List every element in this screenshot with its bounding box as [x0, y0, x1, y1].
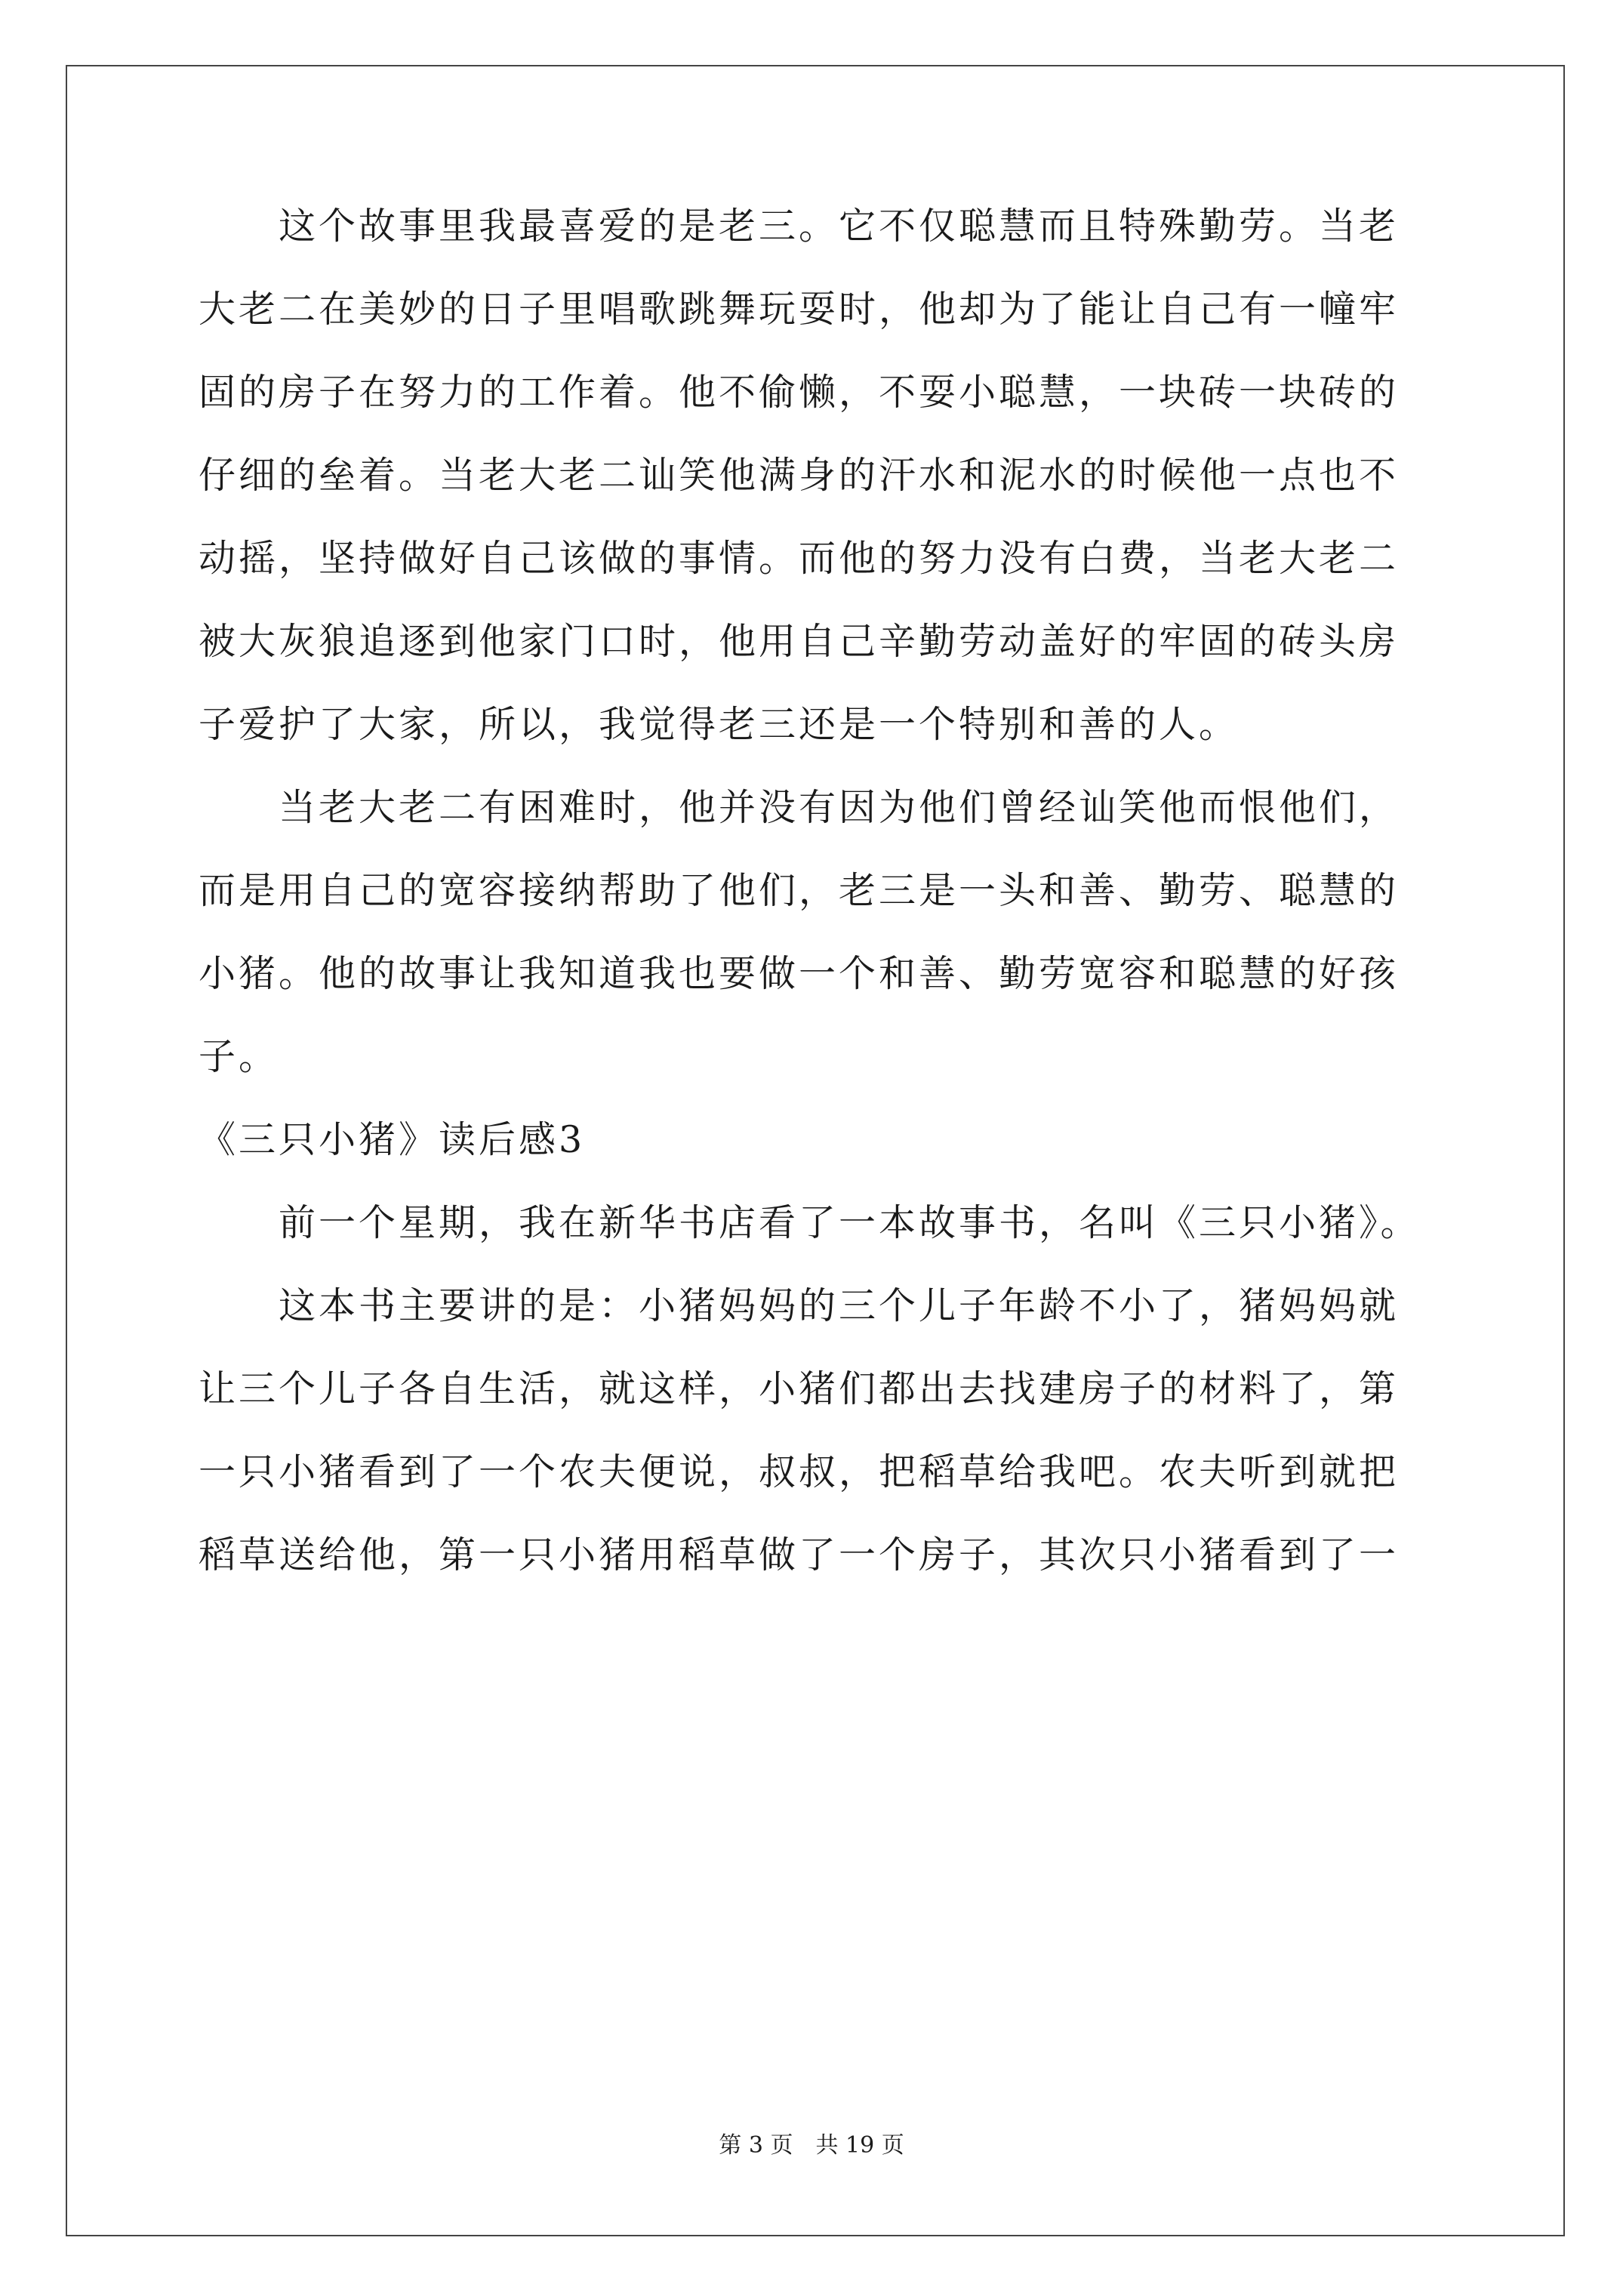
- text-line: 子。: [199, 1035, 279, 1078]
- text-line: 稻草送给他，第一只小猪用稻草做了一个房子，其次只小猪看到了一: [199, 1533, 1400, 1576]
- text-line: 固的房子在努力的工作着。他不偷懒，不耍小聪慧，一块砖一块砖的: [199, 371, 1400, 414]
- text-line: 小猪。他的故事让我知道我也要做一个和善、勤劳宽容和聪慧的好孩: [199, 952, 1400, 995]
- page-footer: 第 3 页 共 19 页: [719, 2132, 904, 2159]
- text-line: 当老大老二有困难时，他并没有因为他们曾经讪笑他而恨他们，: [199, 786, 1400, 829]
- text-line: 这个故事里我最喜爱的是老三。它不仅聪慧而且特殊勤劳。当老: [199, 205, 1400, 248]
- text-line: 一只小猪看到了一个农夫便说，叔叔，把稻草给我吧。农夫听到就把: [199, 1450, 1400, 1493]
- text-line: 被大灰狼追逐到他家门口时，他用自己辛勤劳动盖好的牢固的砖头房: [199, 620, 1400, 663]
- text-line: 而是用自己的宽容接纳帮助了他们，老三是一头和善、勤劳、聪慧的: [199, 869, 1400, 912]
- text-line: 让三个儿子各自生活，就这样，小猪们都出去找建房子的材料了，第: [199, 1367, 1400, 1410]
- section-heading: 《三只小猪》读后感3: [199, 1118, 586, 1161]
- text-line: 动摇，坚持做好自己该做的事情。而他的努力没有白费，当老大老二: [199, 537, 1400, 580]
- text-line: 前一个星期，我在新华书店看了一本故事书，名叫《三只小猪》。: [199, 1201, 1421, 1244]
- text-line: 大老二在美妙的日子里唱歌跳舞玩耍时，他却为了能让自己有一幢牢: [199, 288, 1400, 331]
- text-line: 这本书主要讲的是：小猪妈妈的三个儿子年龄不小了，猪妈妈就: [199, 1284, 1400, 1327]
- text-line: 仔细的垒着。当老大老二讪笑他满身的汗水和泥水的时候他一点也不: [199, 454, 1400, 497]
- text-line: 子爱护了大家，所以，我觉得老三还是一个特别和善的人。: [199, 703, 1240, 746]
